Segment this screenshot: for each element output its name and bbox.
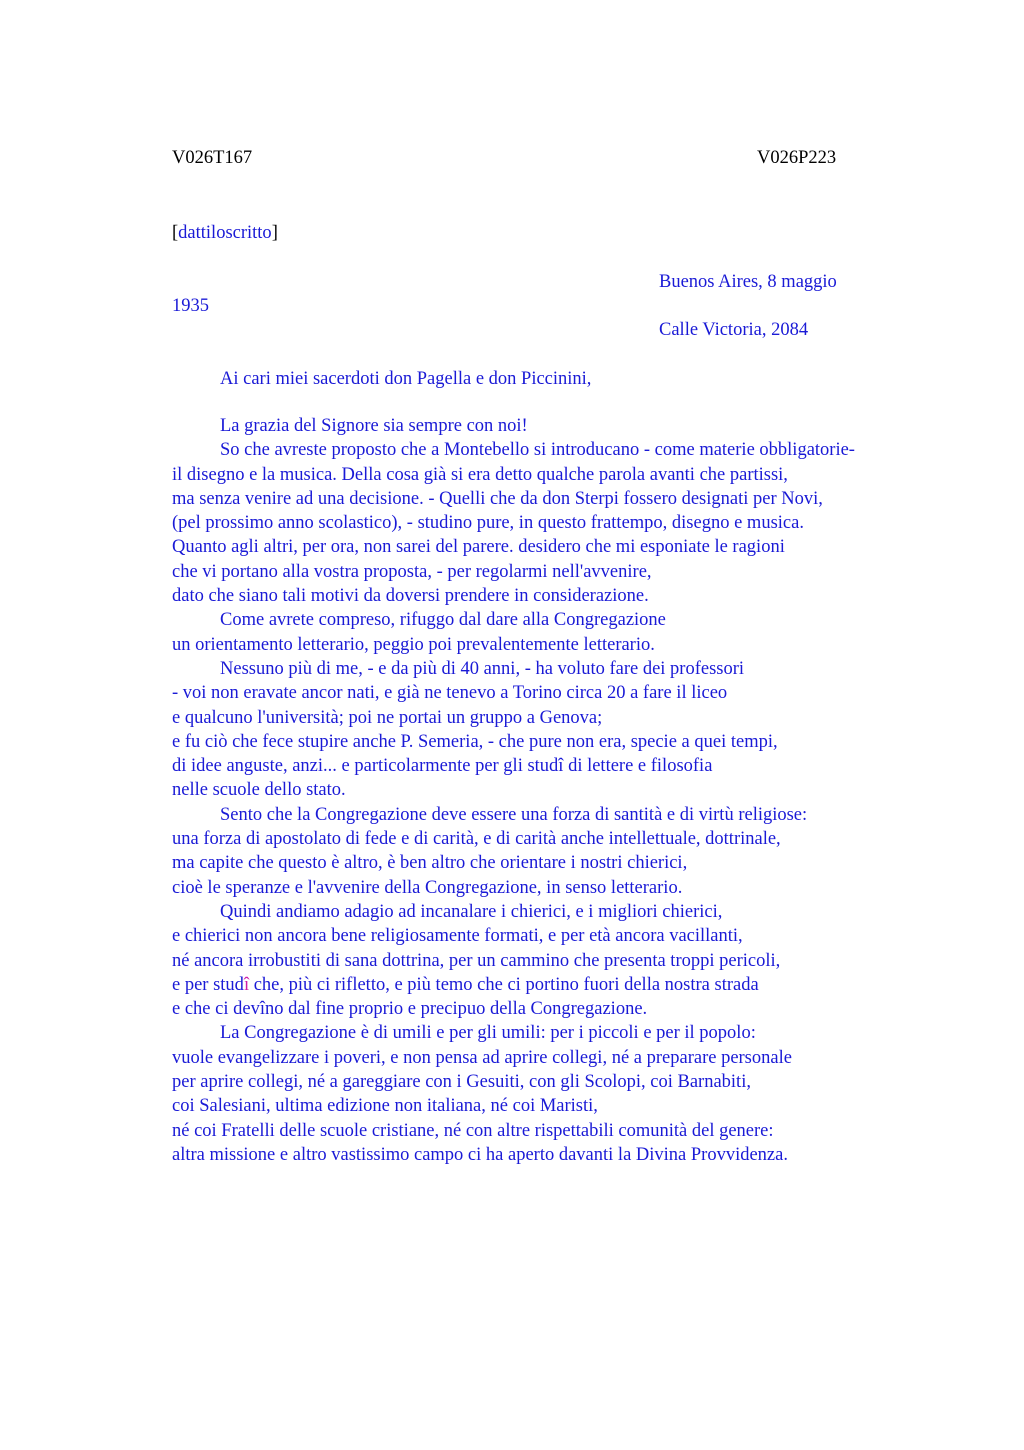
open-bracket: [ <box>172 223 179 243</box>
letter-line: nelle scuole dello stato. <box>172 780 346 801</box>
letter-line: Nessuno più di me, - e da più di 40 anni, - ha voluto fare dei professori <box>220 658 745 679</box>
letter-line: un orientamento letterario, peggio poi prevalentemente letterario. <box>172 634 655 655</box>
salutation: Ai cari miei sacerdoti don Pagella e don Piccinini, <box>220 369 592 389</box>
greeting-line: La grazia del Signore sia sempre con noi! <box>220 416 528 436</box>
letter-line: Quanto agli altri, per ora, non sarei del parere. desidero che mi esponiate le ragioni <box>172 537 785 558</box>
letter-line: e qualcuno l'università; poi ne portai un gruppo a Genova; <box>172 707 603 728</box>
letter-line-text: che, più ci rifletto, e più temo che ci portino fuori della nostra strada <box>249 974 759 995</box>
letter-line: La Congregazione è di umili e per gli umili: per i piccoli e per il popolo: <box>220 1023 756 1044</box>
letter-line: di idee anguste, anzi... e particolarmente per gli studî di lettere e filosofia <box>172 756 713 777</box>
highlighted-character: î <box>243 974 250 995</box>
letter-line: né coi Fratelli delle scuole cristiane, né con altre rispettabili comunità del genere: <box>172 1120 774 1141</box>
letter-line: vuole evangelizzare i poveri, e non pensa ad aprire collegi, né a preparare personale <box>172 1047 792 1068</box>
dateline-address: Calle Victoria, 2084 <box>659 320 809 340</box>
letter-line: una forza di apostolato di fede e di carità, e di carità anche intellettuale, dottrinale, <box>172 829 781 850</box>
document-type-note <box>172 221 278 245</box>
document-code-right: V026P223 <box>757 148 837 168</box>
letter-line <box>172 973 952 997</box>
document-type-label: dattiloscritto <box>178 223 272 243</box>
letter-line: coi Salesiani, ultima edizione non italiana, né coi Maristi, <box>172 1096 598 1117</box>
letter-line: che vi portano alla vostra proposta, - per regolarmi nell'avvenire, <box>172 561 652 582</box>
document-code-left: V026T167 <box>172 148 253 168</box>
letter-line: il disegno e la musica. Della cosa già si era detto qualche parola avanti che partissi, <box>172 464 788 485</box>
letter-line: ma capite che questo è altro, è ben altro che orientare i nostri chierici, <box>172 853 688 874</box>
letter-line: e fu ciò che fece stupire anche P. Semeria, - che pure non era, specie a quei tempi, <box>172 731 778 752</box>
letter-body <box>172 414 952 1167</box>
letter-lines <box>172 438 952 1167</box>
letter-line: né ancora irrobustiti di sana dottrina, per un cammino che presenta troppi pericoli, <box>172 950 781 971</box>
dateline-year: 1935 <box>172 296 209 316</box>
dateline-place-date: Buenos Aires, 8 maggio <box>659 272 837 292</box>
letter-line: dato che siano tali motivi da doversi prendere in considerazione. <box>172 586 649 607</box>
letter-line: Sento che la Congregazione deve essere una forza di santità e di virtù religiose: <box>220 804 808 825</box>
letter-line: So che avreste proposto che a Montebello si introducano - come materie obbligatorie- <box>220 440 855 461</box>
letter-line: e che ci devîno dal fine proprio e precipuo della Congregazione. <box>172 999 648 1020</box>
letter-line: Come avrete compreso, rifuggo dal dare alla Congregazione <box>220 610 666 631</box>
letter-line: cioè le speranze e l'avvenire della Congregazione, in senso letterario. <box>172 877 683 898</box>
letter-line: e chierici non ancora bene religiosamente formati, e per età ancora vacillanti, <box>172 926 743 947</box>
letter-line-text: e per stud <box>172 974 244 995</box>
letter-line: ma senza venire ad una decisione. - Quelli che da don Sterpi fossero designati per Novi, <box>172 488 823 509</box>
close-bracket: ] <box>271 223 278 243</box>
letter-line: (pel prossimo anno scolastico), - studino pure, in questo frattempo, disegno e musica. <box>172 513 804 534</box>
letter-line: - voi non eravate ancor nati, e già ne tenevo a Torino circa 20 a fare il liceo <box>172 683 728 704</box>
letter-line: altra missione e altro vastissimo campo ci ha aperto davanti la Divina Provvidenza. <box>172 1144 788 1165</box>
letter-line: per aprire collegi, né a gareggiare con i Gesuiti, con gli Scolopi, coi Barnabiti, <box>172 1072 751 1093</box>
letter-line: Quindi andiamo adagio ad incanalare i chierici, e i migliori chierici, <box>220 901 723 922</box>
